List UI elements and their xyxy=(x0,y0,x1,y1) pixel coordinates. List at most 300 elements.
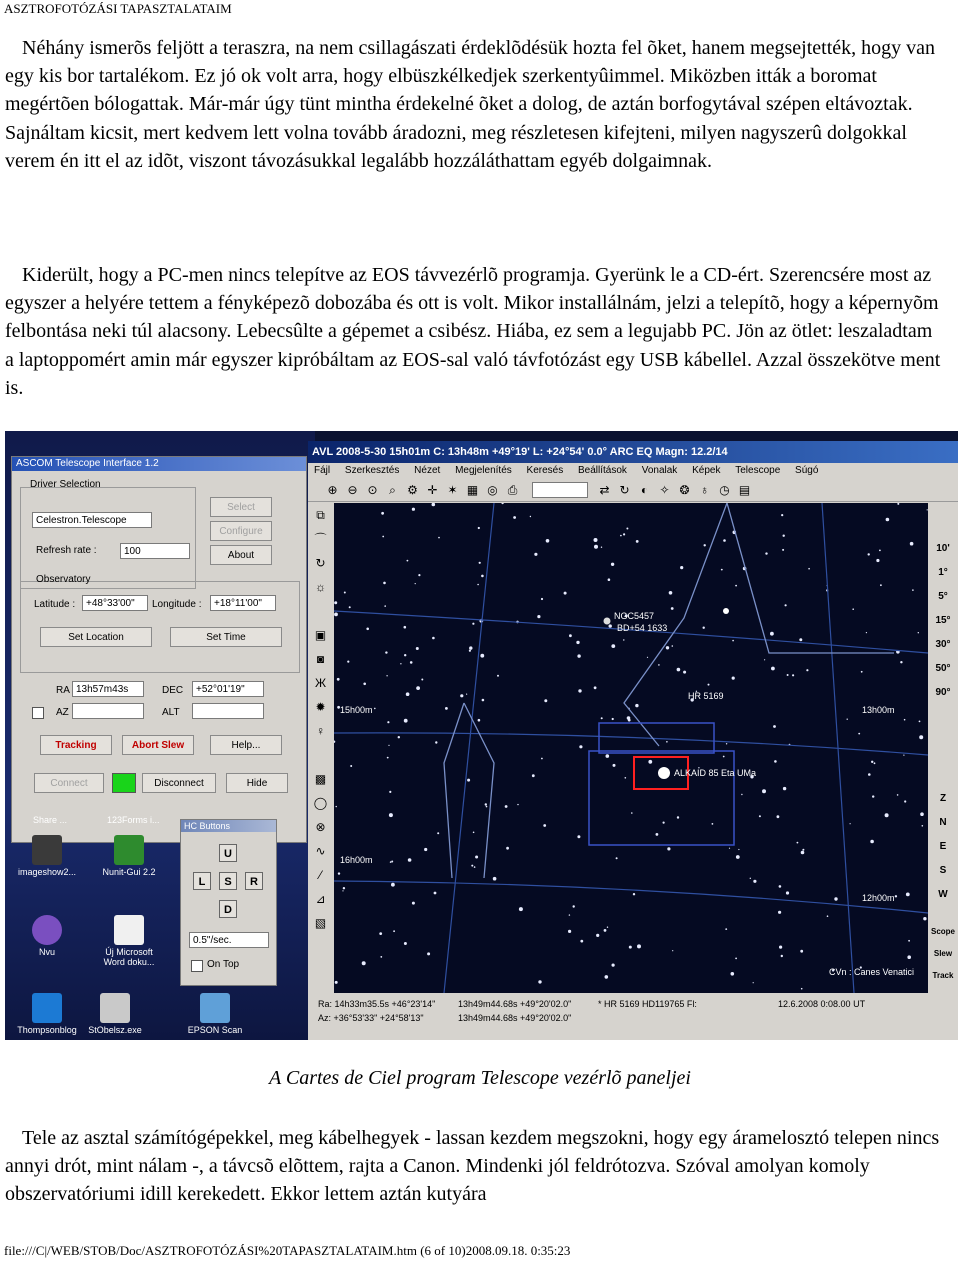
status-time: 12.6.2008 0:08.00 UT xyxy=(778,999,866,1009)
background-star xyxy=(721,569,723,571)
desktop-icon-imageshow[interactable] xyxy=(17,835,77,877)
background-star xyxy=(635,704,638,707)
background-star xyxy=(871,761,873,763)
connect-button[interactable]: Connect xyxy=(34,773,104,793)
target-icon[interactable]: ✛ xyxy=(427,482,438,497)
background-star xyxy=(404,626,407,629)
background-star xyxy=(741,794,742,795)
background-star xyxy=(759,815,761,817)
scope-button[interactable]: Scope xyxy=(930,927,955,936)
background-star xyxy=(885,813,889,817)
menu-help[interactable]: Súgó xyxy=(795,465,819,476)
background-star xyxy=(407,560,409,562)
desktop-icon-thompsonblog[interactable] xyxy=(17,993,77,1035)
nvu-icon xyxy=(32,915,62,945)
constellation-icon[interactable]: ✧ xyxy=(659,482,670,497)
background-star xyxy=(467,779,470,782)
star-top xyxy=(723,608,729,614)
cdc-menu xyxy=(308,463,958,479)
background-star xyxy=(669,591,673,595)
flip-icon[interactable]: ⇄ xyxy=(599,482,610,497)
background-star xyxy=(607,927,608,928)
background-star xyxy=(628,719,631,722)
sky-chart[interactable] xyxy=(334,503,928,993)
background-star xyxy=(629,946,632,949)
background-star xyxy=(753,982,754,983)
background-star xyxy=(785,604,787,606)
background-star xyxy=(808,568,810,570)
background-star xyxy=(374,708,376,710)
background-star xyxy=(568,930,571,933)
background-star xyxy=(569,914,570,915)
epson-scan-icon xyxy=(200,993,230,1023)
screenshot-figure xyxy=(5,431,958,1040)
background-star xyxy=(608,578,611,581)
background-star xyxy=(708,684,710,686)
tracking-button[interactable]: Tracking xyxy=(40,735,112,755)
print-icon[interactable]: ⎙ xyxy=(507,482,518,497)
background-star xyxy=(391,861,393,863)
background-star xyxy=(421,679,423,681)
background-star xyxy=(577,835,580,838)
background-star xyxy=(387,721,389,723)
background-star xyxy=(723,756,725,758)
background-star xyxy=(677,668,681,672)
menu-file[interactable]: Fájl xyxy=(314,465,331,476)
dir-east[interactable]: E xyxy=(939,841,947,852)
desktop-icon-word[interactable] xyxy=(99,915,159,967)
clock-icon[interactable]: ◷ xyxy=(719,482,730,497)
background-star xyxy=(338,872,340,874)
status-center-2: 13h49m44.68s +49°20'02.0" xyxy=(458,1013,572,1023)
background-star xyxy=(347,661,349,663)
background-star xyxy=(412,902,415,905)
slew-button[interactable]: Slew xyxy=(933,949,953,958)
paragraph-2: Kiderült, hogy a PC-men nincs telepítve az EOS távvezérlõ programja. Gyerünk le a CD-ért. Szerencsére most az egyszer a helyére tettem a fényképezõ dobozába és ott is volt. Mikor installálnám, jelzi a telepítõ, hogy a képernyõm felbontása neki túl alacsony. Lebecsûlte a gépemet a csibész. Hiába, ez sem a legujabb PC. Jön az ötlet: leszaladtam a laptoppomért amin már egyszer kipróbáltam az EOS-sal való távfotózást egy USB kábellel. Azzal összekötve ment is. xyxy=(5,264,941,399)
hc-stop-button[interactable]: S xyxy=(219,872,237,890)
background-star xyxy=(879,550,881,552)
background-star xyxy=(335,981,338,984)
menu-images[interactable]: Képek xyxy=(692,465,721,476)
background-star xyxy=(349,606,351,608)
background-star xyxy=(908,940,910,942)
background-star xyxy=(578,689,581,692)
dec-field: +52°01'19" xyxy=(192,681,264,697)
background-star xyxy=(797,842,799,844)
sky-chart-svg xyxy=(334,503,928,993)
background-star xyxy=(773,725,776,728)
background-star xyxy=(712,823,714,825)
sun-icon[interactable]: ☼ xyxy=(315,580,326,594)
background-star xyxy=(786,891,789,894)
background-star xyxy=(658,664,660,666)
meteor-icon[interactable]: ✹ xyxy=(315,700,326,714)
background-star xyxy=(497,675,499,677)
boo-line-2 xyxy=(444,703,464,878)
menu-view[interactable]: Nézet xyxy=(414,465,441,476)
background-star xyxy=(919,721,921,723)
fov-90deg[interactable]: 90° xyxy=(935,687,951,698)
background-star xyxy=(604,929,607,932)
dir-west[interactable]: W xyxy=(938,889,948,900)
set-time-button[interactable]: Set Time xyxy=(170,627,282,647)
background-star xyxy=(612,964,615,967)
nunit-icon xyxy=(114,835,144,865)
background-star xyxy=(363,683,366,686)
background-star xyxy=(918,632,919,633)
right-toolbar xyxy=(928,503,958,993)
field-select[interactable] xyxy=(532,482,588,498)
background-star xyxy=(611,644,615,648)
background-star xyxy=(631,812,633,814)
background-star xyxy=(782,549,784,551)
background-star xyxy=(469,650,471,652)
zoom-out-icon[interactable]: ⊖ xyxy=(347,482,358,497)
dir-north[interactable]: N xyxy=(939,817,947,828)
disconnect-button[interactable]: Disconnect xyxy=(142,773,216,793)
background-star xyxy=(350,765,352,767)
nunit-label: Nunit-Gui 2.2 xyxy=(102,867,156,877)
label-cvn: CVn : Canes Venatici xyxy=(829,967,915,977)
latitude-label: Latitude : xyxy=(34,599,76,610)
configure-button[interactable]: Configure xyxy=(210,521,272,541)
background-star xyxy=(460,694,463,697)
background-star xyxy=(472,623,474,625)
select-button[interactable]: Select xyxy=(210,497,272,517)
background-star xyxy=(753,880,756,883)
track-button[interactable]: Track xyxy=(932,971,954,980)
background-star xyxy=(501,503,503,504)
left-toolbar xyxy=(308,503,334,993)
background-star xyxy=(920,812,924,816)
background-star xyxy=(637,944,641,948)
background-star xyxy=(625,777,627,779)
background-star xyxy=(475,856,478,859)
background-star xyxy=(922,825,924,827)
longitude-field[interactable]: +18°11'00" xyxy=(210,595,276,611)
star-field xyxy=(334,503,928,990)
fov-1deg[interactable]: 1° xyxy=(938,567,948,578)
background-star xyxy=(868,773,871,776)
background-star xyxy=(787,674,789,676)
background-star xyxy=(386,675,387,676)
background-star xyxy=(801,851,805,855)
forms-label[interactable]: 123Forms i... xyxy=(107,815,160,825)
camera-icon[interactable]: ◙ xyxy=(316,652,325,666)
copy-icon[interactable]: ⧉ xyxy=(316,508,325,522)
desktop-icon-epson[interactable] xyxy=(185,993,245,1035)
background-star xyxy=(505,805,508,808)
driver-selection-label: Driver Selection xyxy=(30,479,101,490)
background-star xyxy=(613,764,616,767)
az-checkbox[interactable] xyxy=(32,707,44,719)
background-star xyxy=(781,955,783,957)
background-star xyxy=(506,847,509,850)
status-azalt: Az: +36°53'33" +24°58'13" xyxy=(318,1013,424,1023)
marker-icon[interactable]: ⊿ xyxy=(315,892,326,906)
camera-frame xyxy=(589,751,734,845)
menu-edit[interactable]: Szerkesztés xyxy=(344,465,400,476)
background-star xyxy=(408,858,412,862)
background-star xyxy=(799,638,802,641)
background-star xyxy=(612,718,614,720)
background-star xyxy=(543,824,546,827)
background-star xyxy=(876,559,879,562)
abort-slew-button[interactable]: Abort Slew xyxy=(122,735,194,755)
background-star xyxy=(471,865,473,867)
background-star xyxy=(623,639,624,640)
background-star xyxy=(792,674,794,676)
grid-icon[interactable]: ▦ xyxy=(466,482,479,497)
planet-icon[interactable]: ♁ xyxy=(700,482,709,497)
settings-icon[interactable]: ⚙ xyxy=(407,482,418,497)
background-star xyxy=(656,833,659,836)
hc-down-button[interactable]: D xyxy=(219,900,237,918)
imageshow-icon xyxy=(32,835,62,865)
background-star xyxy=(663,822,665,824)
label-hr: HR 5169 xyxy=(688,691,724,701)
latitude-field[interactable]: +48°33'00" xyxy=(82,595,148,611)
bulb-icon[interactable]: ♀ xyxy=(316,724,325,738)
epson-label: EPSON Scan xyxy=(187,1025,243,1035)
dir-south[interactable]: S xyxy=(939,865,947,876)
horizon-icon[interactable]: ⌒ xyxy=(314,532,327,546)
word-label: Új Microsoft Word doku... xyxy=(103,947,155,967)
background-star xyxy=(771,667,775,671)
ra-label: RA xyxy=(56,685,70,696)
background-star xyxy=(577,654,580,657)
thompsonblog-icon xyxy=(32,993,62,1023)
background-star xyxy=(382,536,384,538)
background-star xyxy=(437,832,439,834)
dir-zenith[interactable]: Z xyxy=(939,793,947,804)
search-icon[interactable]: ⌕ xyxy=(389,482,396,497)
background-star xyxy=(847,719,848,720)
driver-field[interactable]: Celestron.Telescope xyxy=(32,512,152,528)
background-star xyxy=(781,514,783,516)
background-star xyxy=(541,598,543,600)
cross-icon[interactable]: ⊗ xyxy=(315,820,326,834)
background-star xyxy=(738,849,739,850)
cube-icon[interactable]: ▩ xyxy=(314,772,327,786)
background-star xyxy=(480,654,484,658)
background-star xyxy=(906,893,910,897)
background-star xyxy=(546,539,550,543)
fov-5deg[interactable]: 5° xyxy=(938,591,948,602)
star-icon[interactable]: ✶ xyxy=(447,482,458,497)
background-star xyxy=(384,605,386,607)
background-star xyxy=(806,669,808,671)
background-star xyxy=(538,980,541,983)
background-star xyxy=(594,545,598,549)
imageshow-label: imageshow2... xyxy=(17,867,77,877)
background-star xyxy=(537,615,540,618)
background-star xyxy=(579,745,582,748)
background-star xyxy=(416,686,420,690)
background-star xyxy=(777,815,780,818)
background-star xyxy=(438,537,440,539)
thompsonblog-label: Thompsonblog xyxy=(17,1025,77,1035)
background-star xyxy=(779,946,782,949)
on-top-checkbox[interactable] xyxy=(191,960,203,972)
background-star xyxy=(774,760,777,763)
background-star xyxy=(732,677,735,680)
az-field xyxy=(72,703,144,719)
background-star xyxy=(404,942,407,945)
background-star xyxy=(783,535,785,537)
background-star xyxy=(861,671,863,673)
background-star xyxy=(903,755,904,756)
hc-up-button[interactable]: U xyxy=(219,844,237,862)
status-object: * HR 5169 HD119765 Fl: xyxy=(598,999,697,1009)
set-location-button[interactable]: Set Location xyxy=(40,627,152,647)
paragraph-1: Néhány ismerõs feljött a teraszra, na nem csillagászati érdeklõdésük hozta fel õket, hanem megsejtették, hogy van egy kis bor tartalékom. Ez jó ok volt arra, hogy elbüszkélkedjek szerkentyûimmel. Miközben itták a boromat megértõen bólogattak. Már-már úgy tünt mintha érdekelné õket a dolog, de aztán borfogytával szépen eltávoztak. Sajnáltam kicsit, mert kedvem lett volna tovább áradozni, meg részletesen kifejteni, milyen nagyszerû dolgokkal verem én itt el az idõt, viszont távozásukkal legalább hozzáláthattam egyéb dolgaimnak. xyxy=(5,37,935,172)
background-star xyxy=(783,787,786,790)
fov-15deg[interactable]: 15° xyxy=(935,615,951,626)
background-star xyxy=(532,774,535,777)
refresh-rate-label: Refresh rate : xyxy=(36,545,97,556)
hide-button[interactable]: Hide xyxy=(226,773,288,793)
desktop-icon-nvu[interactable] xyxy=(17,915,77,957)
fov-30deg[interactable]: 30° xyxy=(935,639,951,650)
background-star xyxy=(680,566,683,569)
refresh-icon[interactable]: ↻ xyxy=(315,556,326,570)
background-star xyxy=(485,803,487,805)
background-star xyxy=(541,758,543,760)
background-star xyxy=(852,608,854,610)
background-star xyxy=(735,958,737,960)
background-star xyxy=(762,789,766,793)
background-star xyxy=(432,637,435,640)
background-star xyxy=(390,861,392,863)
background-star xyxy=(910,542,914,546)
label-icon[interactable]: ▧ xyxy=(314,916,327,930)
line-icon[interactable]: ⁄ xyxy=(319,868,322,882)
galaxy-marker xyxy=(604,618,611,625)
share-label[interactable]: Share ... xyxy=(33,815,68,825)
background-star xyxy=(800,950,803,953)
background-star xyxy=(486,806,488,808)
hc-speed-select[interactable]: 0.5"/sec. xyxy=(189,932,269,948)
background-star xyxy=(435,741,437,743)
page-footer: file:///C|/WEB/STOB/Doc/ASZTROFOTÓZÁSI%20TAPASZTALATAIM.htm (6 of 10)2008.09.18. 0:35:23 xyxy=(4,1243,571,1258)
background-star xyxy=(801,988,803,990)
background-star xyxy=(404,654,406,656)
background-star xyxy=(907,955,911,959)
compass-icon[interactable]: ◎ xyxy=(487,482,498,497)
background-star xyxy=(473,832,475,834)
background-star xyxy=(530,516,531,517)
refresh-rate-select[interactable]: 100 xyxy=(120,543,190,559)
galaxy-icon[interactable]: ❂ xyxy=(679,482,690,497)
background-star xyxy=(534,553,537,556)
rotate-icon[interactable]: ↻ xyxy=(619,482,630,497)
about-button[interactable]: About xyxy=(210,545,272,565)
background-star xyxy=(479,562,481,564)
butterfly-icon[interactable]: Ж xyxy=(314,676,327,690)
background-star xyxy=(427,952,430,955)
background-star xyxy=(391,883,395,887)
zoom-fit-icon[interactable]: ⊙ xyxy=(367,482,378,497)
background-star xyxy=(513,516,516,519)
desktop-icon-stobelsz[interactable] xyxy=(85,993,145,1035)
background-star xyxy=(764,659,765,660)
background-star xyxy=(580,940,583,943)
background-star xyxy=(677,816,679,818)
background-star xyxy=(858,733,860,735)
circle-icon[interactable]: ◯ xyxy=(313,796,328,810)
ecliptic-icon[interactable]: ◐ xyxy=(640,482,649,497)
boo-line xyxy=(464,703,494,878)
background-star xyxy=(620,535,622,537)
nvu-label: Nvu xyxy=(38,947,55,957)
background-star xyxy=(850,823,851,824)
hc-buttons-window xyxy=(180,819,277,986)
background-star xyxy=(703,627,705,629)
background-star xyxy=(616,857,618,859)
hc-right-button[interactable]: R xyxy=(245,872,263,890)
stobelsz-label: StObelsz.exe xyxy=(88,1025,142,1035)
menu-settings[interactable]: Beállítások xyxy=(578,465,627,476)
desktop-icon-nunit[interactable] xyxy=(99,835,159,877)
dec-label: DEC xyxy=(162,685,184,696)
background-star xyxy=(923,917,926,920)
dss-icon[interactable]: ▣ xyxy=(314,628,327,642)
background-star xyxy=(729,848,730,849)
background-star xyxy=(870,840,874,844)
label-15h: 15h00m xyxy=(340,705,373,715)
background-star xyxy=(609,624,612,627)
ursa-major-line-2 xyxy=(727,503,894,653)
background-star xyxy=(647,657,648,658)
label-12h: 12h00m xyxy=(862,893,895,903)
grid-lines xyxy=(334,503,928,993)
background-star xyxy=(904,800,906,802)
hc-left-button[interactable]: L xyxy=(193,872,211,890)
help-button[interactable]: Help... xyxy=(210,735,282,755)
background-star xyxy=(626,528,628,530)
alkaid-star xyxy=(658,767,670,779)
menu-telescope[interactable]: Telescope xyxy=(735,465,781,476)
background-star xyxy=(337,678,340,681)
label-16h: 16h00m xyxy=(340,855,373,865)
background-star xyxy=(334,741,335,743)
background-star xyxy=(383,582,386,585)
background-star xyxy=(412,508,415,511)
background-star xyxy=(866,632,867,633)
wave-icon[interactable]: ∿ xyxy=(315,844,326,858)
background-star xyxy=(576,641,579,644)
background-star xyxy=(477,584,479,586)
background-star xyxy=(445,707,448,710)
menu-search[interactable]: Keresés xyxy=(526,465,564,476)
calendar-icon[interactable]: ▤ xyxy=(738,482,751,497)
background-star xyxy=(827,915,829,917)
menu-lines[interactable]: Vonalak xyxy=(641,465,678,476)
background-star xyxy=(872,795,874,797)
zoom-in-icon[interactable]: ⊕ xyxy=(327,482,338,497)
background-star xyxy=(493,877,497,881)
background-star xyxy=(478,527,480,529)
background-star xyxy=(424,848,427,851)
fov-10min[interactable]: 10' xyxy=(936,543,950,554)
background-star xyxy=(387,757,389,759)
background-star xyxy=(897,794,899,796)
background-star xyxy=(596,934,599,937)
fov-50deg[interactable]: 50° xyxy=(935,663,951,674)
menu-display[interactable]: Megjelenítés xyxy=(455,465,512,476)
cdc-title: AVL 2008-5-30 15h01m C: 13h48m +49°19' L: +24°54' 0.0° ARC EQ Magn: 12.2/14 xyxy=(308,441,958,463)
